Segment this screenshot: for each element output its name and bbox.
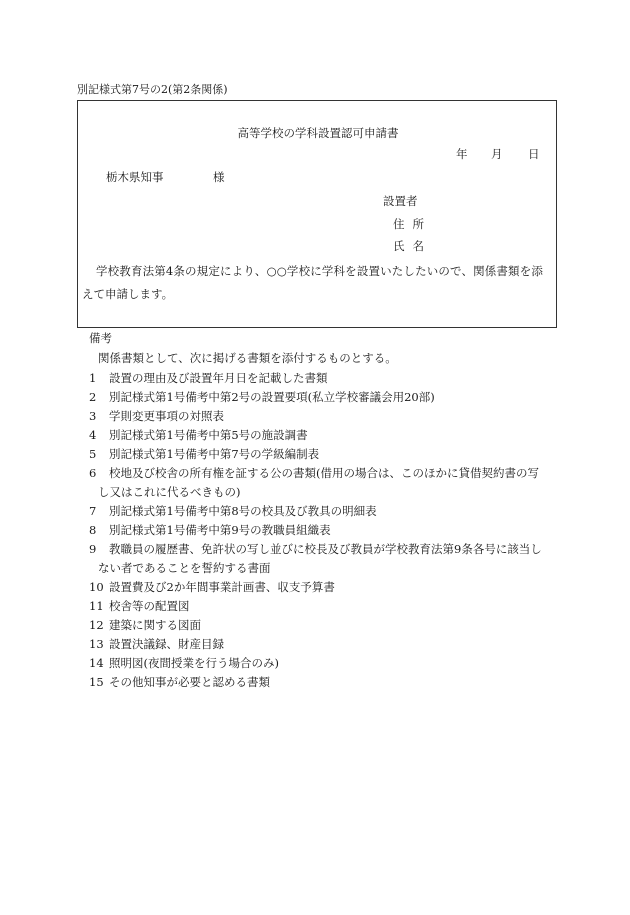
list-item: [89, 373, 328, 385]
item-text: 設置の理由及び設置年月日を記載した書類: [109, 371, 328, 385]
item-text: 別記様式第1号備考中第9号の教職員組織表: [109, 523, 331, 537]
date-month-label: 月: [491, 147, 503, 161]
item-number: 6: [89, 466, 97, 480]
item-number: 8: [89, 523, 97, 537]
item-number: 12: [89, 618, 104, 632]
list-item: [89, 468, 539, 480]
list-item: [89, 525, 331, 537]
item-number: 9: [89, 542, 97, 556]
item-text: 別記様式第1号備考中第8号の校具及び教具の明細表: [109, 504, 377, 518]
item-number: 7: [89, 504, 97, 518]
application-body-line-1: 学校教育法第4条の規定により、○○学校に学科を設置いたしたいので、関係書類を添: [96, 264, 544, 278]
item-number: 11: [89, 599, 104, 613]
list-item: [89, 582, 335, 594]
address-label: 住所: [393, 217, 432, 231]
item-text: 建築に関する図面: [109, 618, 201, 632]
list-item: [89, 392, 435, 404]
item-text: 別記様式第1号備考中第7号の学級編制表: [109, 447, 320, 461]
item-text: 別記様式第1号備考中第5号の施設調書: [109, 428, 308, 442]
item-text: 教職員の履歴書、免許状の写し並びに校長及び教員が学校教育法第9条各号に該当し: [109, 542, 542, 556]
list-item: [89, 544, 542, 556]
list-item: [89, 677, 270, 689]
item-number: 10: [89, 580, 104, 594]
item-number: 3: [89, 409, 97, 423]
item-number: 14: [89, 656, 104, 670]
item-text: 校地及び校舎の所有権を証する公の書類(借用の場合は、このほかに貸借契約書の写: [109, 466, 539, 480]
list-item: [89, 601, 190, 613]
item-text: 学則変更事項の対照表: [109, 409, 224, 423]
item-text: その他知事が必要と認める書類: [109, 675, 270, 689]
item-text: 校舎等の配置図: [109, 599, 190, 613]
notes-intro: 関係書類として、次に掲げる書類を添付するものとする。: [98, 351, 397, 365]
list-item-continuation: ない者であることを誓約する書面: [98, 561, 271, 575]
document-title: 高等学校の学科設置認可申請書: [237, 126, 399, 140]
item-text: 設置費及び2か年間事業計画書、収支予算書: [109, 580, 335, 594]
item-number: 5: [89, 447, 97, 461]
application-body-line-2: えて申請します。: [82, 287, 174, 301]
item-number: 4: [89, 428, 97, 442]
form-label: 別記様式第7号の2(第2条関係): [77, 83, 228, 96]
list-item: [89, 620, 201, 632]
honorific: 様: [213, 170, 225, 184]
item-number: 13: [89, 637, 104, 651]
item-number: 1: [89, 371, 97, 385]
founder-label: 設置者: [383, 194, 418, 208]
notes-heading: 備考: [89, 331, 112, 345]
item-text: 設置決議録、財産目録: [109, 637, 224, 651]
list-item: [89, 430, 308, 442]
item-text: 照明図(夜間授業を行う場合のみ): [109, 656, 279, 670]
list-item-continuation: し又はこれに代るべきもの): [98, 485, 241, 499]
date-year-label: 年: [456, 147, 468, 161]
item-text: 別記様式第1号備考中第2号の設置要項(私立学校審議会用20部): [109, 390, 435, 404]
list-item: [89, 639, 224, 651]
date-day-label: 日: [528, 147, 540, 161]
item-number: 2: [89, 390, 97, 404]
list-item: [89, 658, 279, 670]
item-number: 15: [89, 675, 104, 689]
addressee: 栃木県知事: [106, 170, 164, 184]
list-item: [89, 506, 377, 518]
list-item: [89, 411, 224, 423]
name-label: 氏名: [393, 239, 432, 253]
list-item: [89, 449, 319, 461]
